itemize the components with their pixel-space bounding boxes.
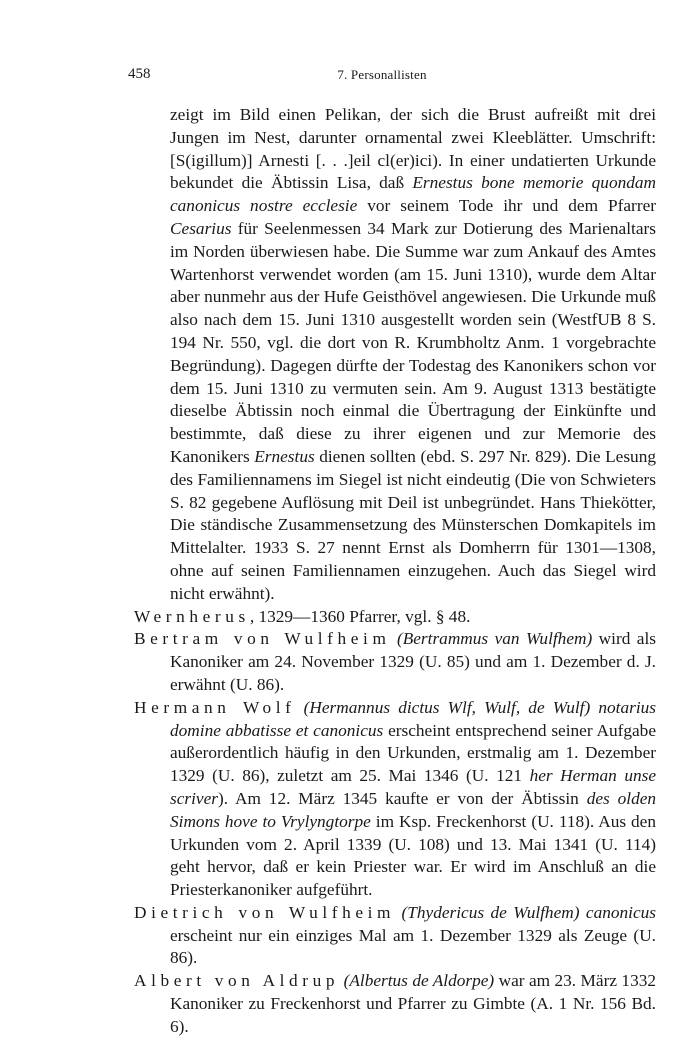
entry-name: Albert von Aldrup [134, 971, 340, 991]
continuation-paragraph [134, 104, 656, 606]
entry-wernherus [134, 606, 656, 629]
text-run: zeigt im Bild einen Pelikan, der sich die Brust aufreißt mit drei Jungen im Nest, darunter ornamental zwei Kleeblätter. Umschrift: [S(igillum)] Arnesti [. . .]eil cl(er)ici). In einer undatierten Urkunde bekundet die Äbtissin Lisa, daß [170, 105, 656, 193]
entry-name: Bertram von Wulfheim [134, 629, 391, 649]
entry-latin-name: (Albertus de Aldorpe) [343, 971, 495, 991]
latin-quote: Ernestus bone memorie quondam canonicus nostre ecclesie [170, 173, 656, 216]
entry-name: Dietrich von Wulfheim [134, 902, 396, 922]
entry-text: erscheint nur ein einziges Mal am 1. Dezember 1329 als Zeuge (U. 86). [170, 925, 656, 968]
text-run: für Seelenmessen 34 Mark zur Dotierung des Marienaltars im Norden überwiesen habe. Die Summe war zum Ankauf des Amtes Wartenhorst verwendet worden (am 15. Juni 1310), wurde dem Altar aber nunmehr aus der Hufe Geisthövel angewiesen. Die Urkunde muß also nach dem 15. Juni 1310 ausgestellt worden sein (WestfUB 8 S. 194 Nr. 550, vgl. die dort von R. Krumbholtz Anm. 1 vorgebrachte Begründung). Dagegen dürfte der Todestag des Kanonikers schon vor dem 15. Juni 1310 zu vermuten sein. Am 9. August 1313 bestätigte dieselbe Äbtissin noch einmal die Übertragung der Einkünfte und bestimmte, daß diese zu ihrer eigenen und zur Memorie des Kanonikers [170, 218, 656, 466]
entry-text: wird als Kanoniker am 24. November 1329 (U. 85) und am 1. Dezember d. J. erwähnt (U. 86). [170, 629, 656, 694]
body-text [134, 104, 656, 1039]
text-run: dienen sollten (ebd. S. 297 Nr. 829). Die Lesung des Familiennamens im Siegel ist nicht eindeutig (Die von Schwieters S. 82 gegebene Auflösung mit Deil ist unbegründet. Hans Thiekötter, Die ständische Zusammensetzung des Münsterschen Domkapitels im Mittelalter. 1933 S. 27 nennt Ernst als Domherrn für 1301—1308, ohne auf seinen Familiennamen einzugehen. Auch das Siegel wird nicht erwähnt). [170, 446, 656, 603]
running-head: 7. Personallisten [337, 67, 427, 82]
latin-quote: des olden Simons hove to Vrylyngtorpe [170, 788, 657, 831]
latin-quote: her Herman unse scriver [170, 766, 656, 808]
entry-text: im Ksp. Freckenhorst (U. 118). Aus den Urkunden vom 2. April 1339 (U. 108) und 13. Mai 1341 (U. 114) geht hervor, daß er kein Priester war. Er wird im Anschluß an die Priesterkanoniker aufgeführt. [170, 811, 656, 900]
entry-latin-name: (Thydericus de Wulfhem) canonicus [401, 902, 656, 922]
entry-albert [134, 970, 656, 1038]
latin-name: Ernestus [254, 446, 315, 466]
entry-name: Wernherus [134, 606, 250, 626]
page-number: 458 [128, 66, 151, 82]
latin-name: Cesarius [170, 218, 232, 238]
entry-hermann [134, 697, 656, 902]
page-header [128, 66, 636, 86]
entry-bertram [134, 628, 656, 696]
entry-text: ). Am 12. März 1345 kaufte er von der Äbtissin [218, 788, 587, 808]
entry-latin-name: (Hermannus dictus Wlf, Wulf, de Wulf) notarius domine abbatisse et canonicus [170, 697, 656, 740]
entry-text: erscheint entsprechend seiner Aufgabe außerordentlich häufig in den Urkunden, erstmalig am 1. Dezember 1329 (U. 86), zuletzt am 25. Mai 1346 (U. 121 [170, 720, 656, 786]
entry-name: Hermann Wolf [134, 697, 296, 717]
entry-text: , 1329—1360 Pfarrer, vgl. § 48. [249, 606, 471, 626]
entry-latin-name: (Bertrammus van Wulfhem) [396, 629, 593, 649]
entry-text: war am 23. März 1332 Kanoniker zu Freckenhorst und Pfarrer zu Gimbte (A. 1 Nr. 156 Bd. 6). [170, 971, 656, 1036]
text-run: vor seinem Tode ihr und dem Pfarrer [357, 196, 656, 216]
entry-dietrich [134, 902, 656, 970]
